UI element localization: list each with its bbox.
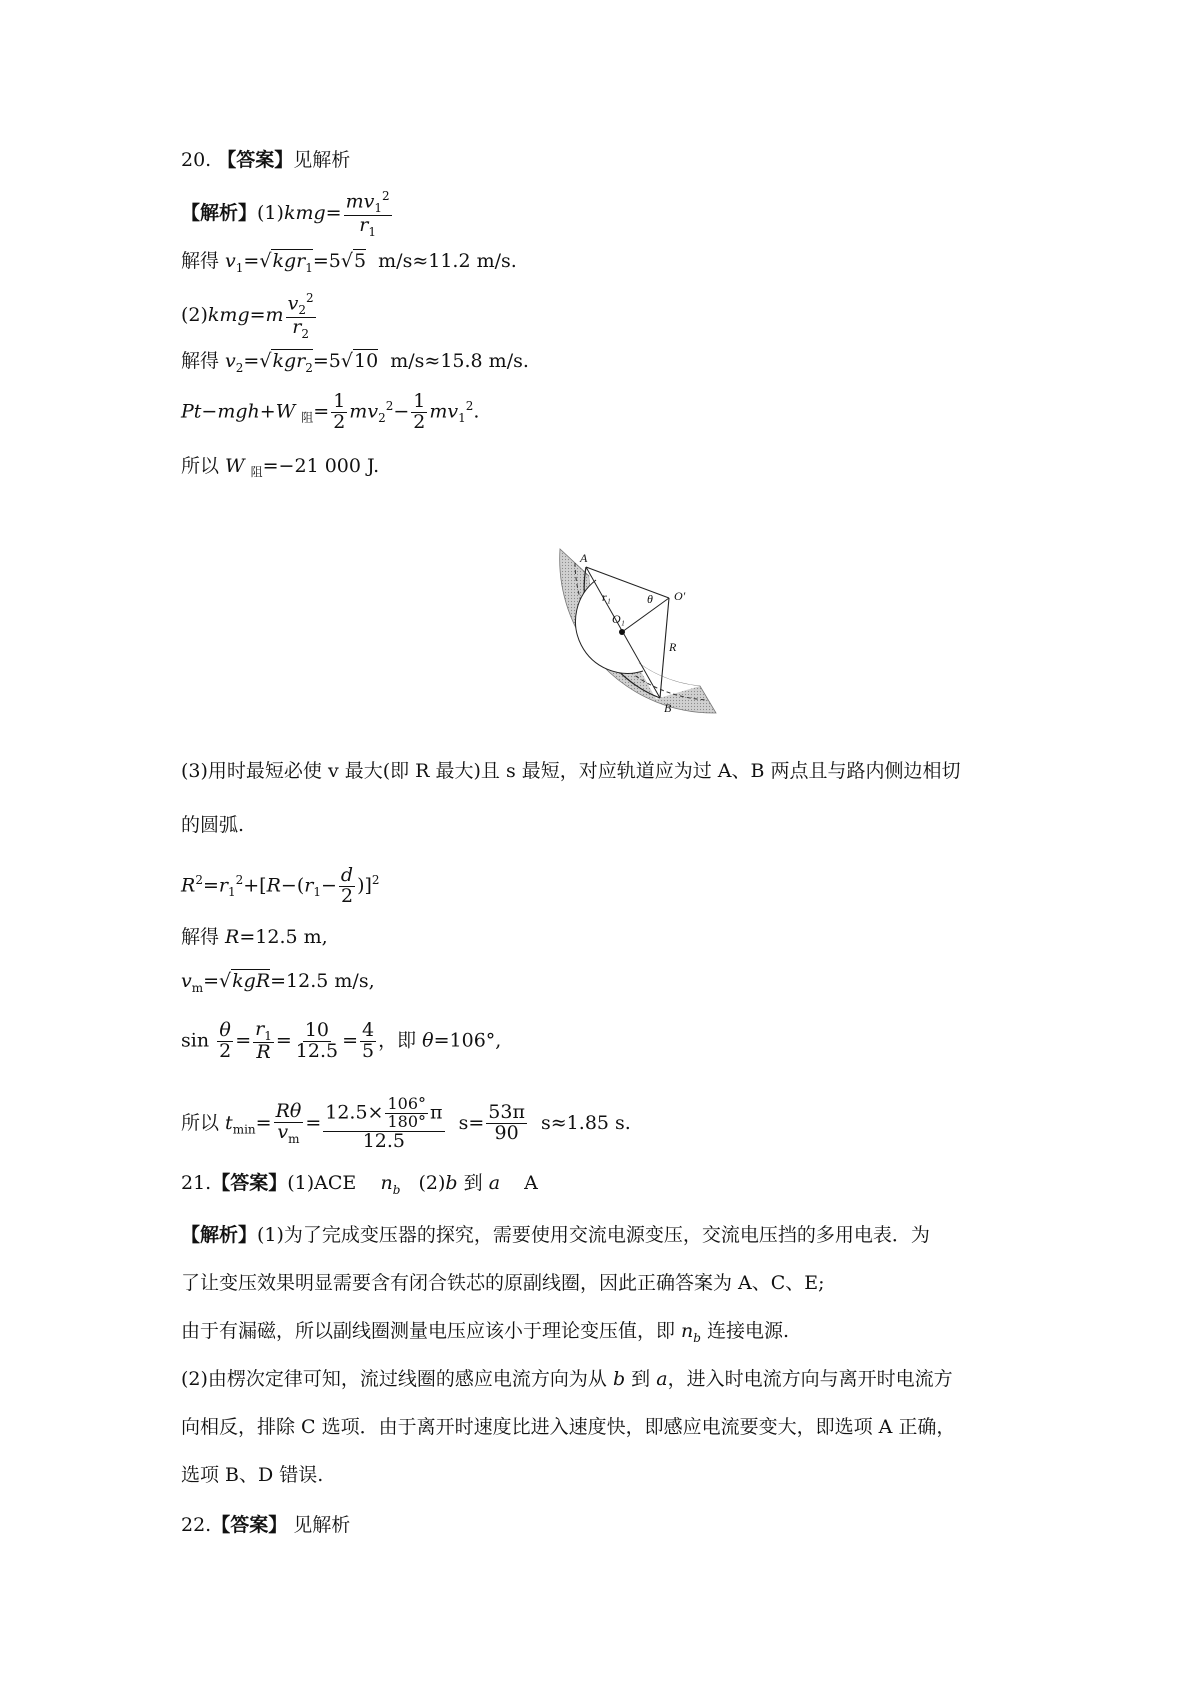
q20-v2-result: 解得 $v_2=√kgr_2=5√10$ m/s≈15.8 m/s.	[181, 350, 529, 375]
q21-analysis-line1: 【解析】(1)为了完成变压器的探究，需要使用交流电源变压，交流电压挡的多用电表．为	[181, 1224, 930, 1246]
q20-part2-equation: (2)kmg=m $\frac{v_2^2}{r_2}$	[181, 291, 314, 341]
label-O-prime: O′	[674, 589, 686, 603]
track-diagram	[520, 542, 775, 727]
q22-header: 22.【答案】 见解析	[181, 1514, 351, 1536]
q21-analysis-line6: 选项 B、D 错误.	[181, 1464, 324, 1486]
q20-part1-equation: 【解析】(1)kmg= $\frac{mv_1^2}{r_1}$	[181, 189, 390, 239]
label-A: A	[580, 551, 588, 565]
q20-work-result: 所以 W $_阻$=−21 000 J.	[181, 455, 380, 479]
q20-sin-line: sin $\frac{\theta}{2}$ = $\frac{r_1}{R}$ = $\frac{10}{12.5}$ = $\frac{4}{5}$ ，即 θ=106°,	[181, 1018, 502, 1064]
q20-R-equation: $R^2=r_1^2+[R-(r_1-$ $\frac{d}{2}$ )]$^2$	[181, 864, 380, 907]
q21-analysis-line5: 向相反，排除 C 选项．由于离开时速度比进入速度快，即感应电流要变大，即选项 A 正确，	[181, 1416, 956, 1438]
label-O1: O₁	[612, 612, 625, 626]
q20-v1-result: 解得 $v_1=√kgr_1=5√5$ m/s≈11.2 m/s.	[181, 250, 517, 275]
label-r1: r₁	[602, 590, 611, 604]
o1-point	[619, 629, 625, 635]
q21-analysis-line4: (2)由楞次定律可知，流过线圈的感应电流方向为从 b 到 a，进入时电流方向与离开时电流方	[181, 1368, 953, 1390]
q21-header: 21.【答案】(1)ACE $n_b$ (2)b 到 a A	[181, 1172, 538, 1197]
q21-analysis-line2: 了让变压效果明显需要含有闭合铁芯的原副线圈，因此正确答案为 A、C、E;	[181, 1272, 825, 1294]
q20-part3-line1: (3)用时最短必使 v 最大(即 R 最大)且 s 最短，对应轨道应为过 A、B 两点且与路内侧边相切	[181, 760, 961, 782]
q20-vm-line: $v_m=√kgR=12.5$ m/s,	[181, 970, 375, 995]
label-R: R	[669, 640, 677, 654]
label-theta: θ	[647, 592, 653, 606]
q20-R-value: 解得 R=12.5 m,	[181, 926, 328, 948]
q20-tmin-line: 所以 $t_{min}=$ $\frac{R\theta}{v_m}$ = 12.5× $\frac{106^\circ}{180^\circ}$ π 12.5 s= $\frac{53\pi}{90}$ s≈1.85 s.	[181, 1094, 631, 1152]
q20-energy-equation: Pt−mgh+W $_阻$= $\frac{1}{2}$ $mv_2^2-$ $\frac{1}{2}$ $mv_1^2$.	[181, 390, 480, 433]
q20-part3-line2: 的圆弧.	[181, 814, 245, 836]
q21-analysis-line3: 由于有漏磁，所以副线圈测量电压应该小于理论变压值，即 $n_b$ 连接电源.	[181, 1320, 790, 1345]
q20-header: 20. 【答案】见解析	[181, 149, 351, 171]
label-B: B	[664, 701, 672, 715]
